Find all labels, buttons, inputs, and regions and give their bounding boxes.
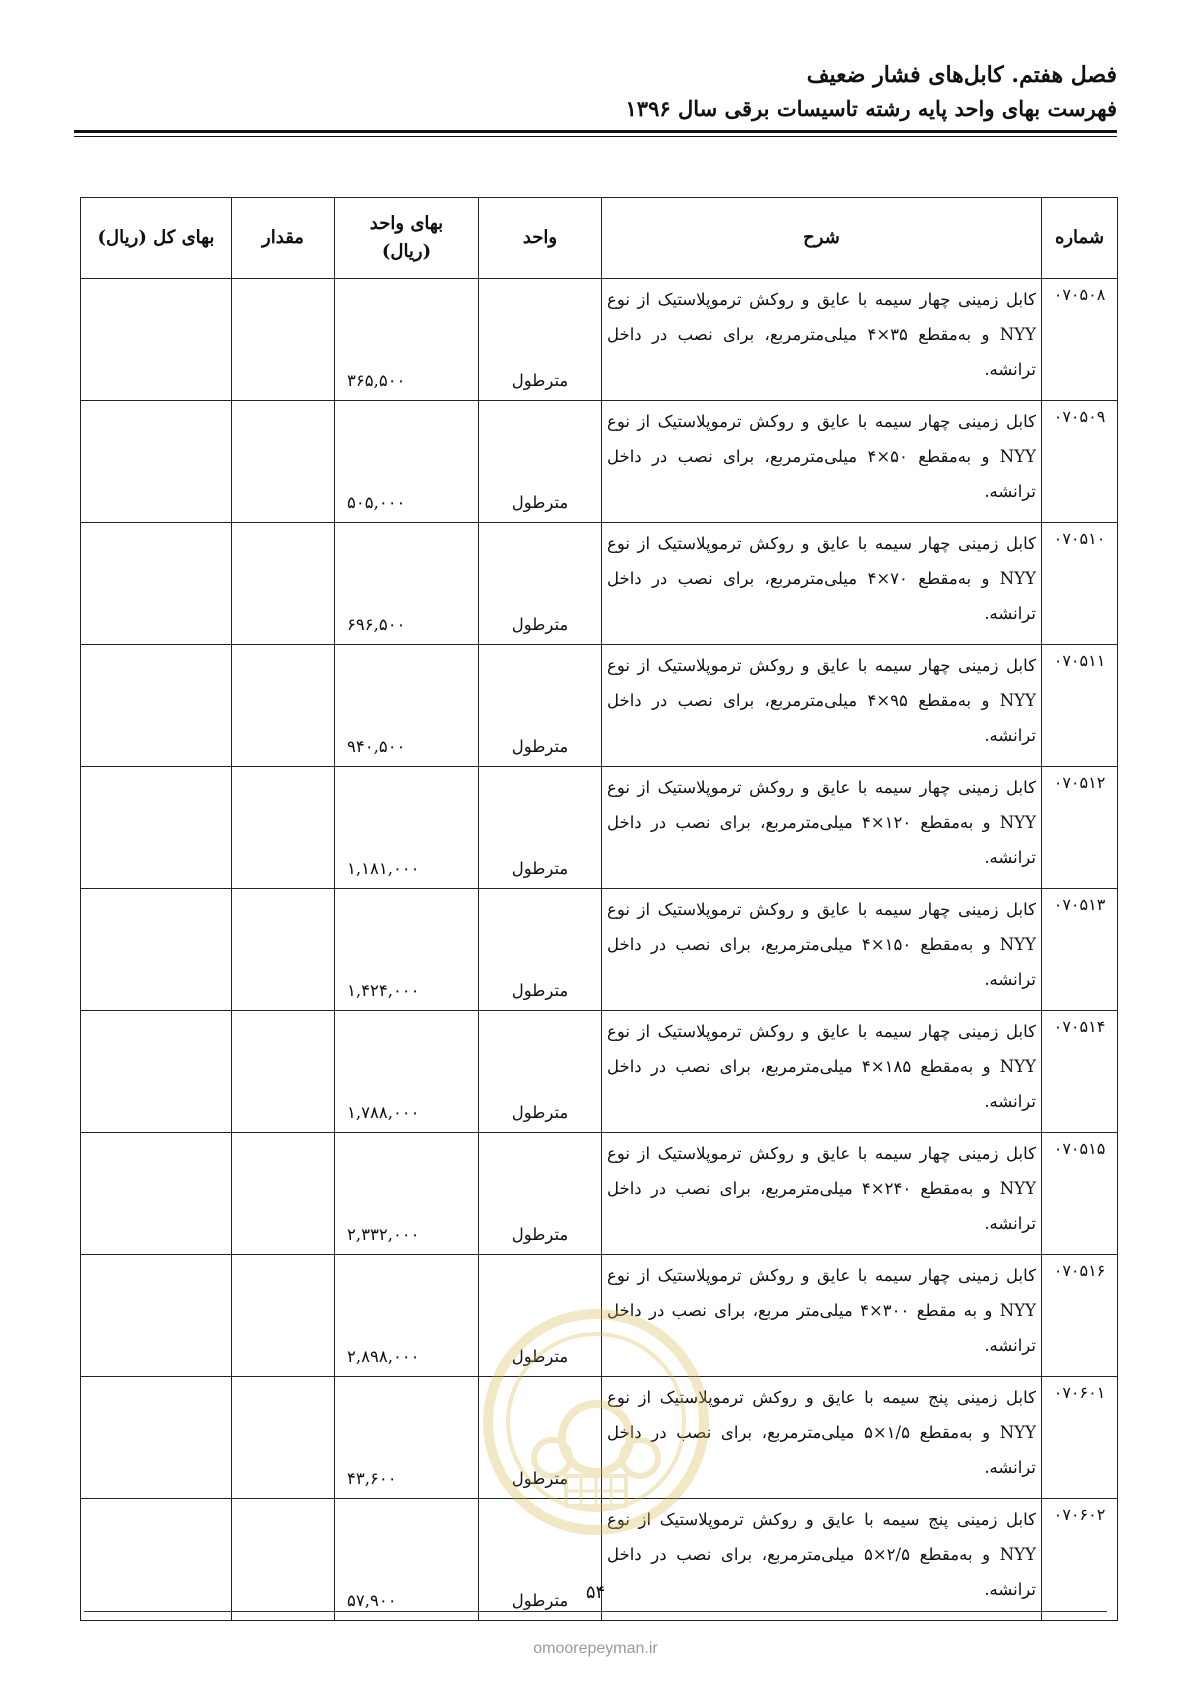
item-description: کابل زمینی چهار سیمه با عایق و روکش ترموپلاستیک از نوع NYY و به‌مقطع ۳۵×۴ میلی‌مترمربع، برای نصب در داخل ترانشه. xyxy=(602,279,1042,401)
item-total-cell xyxy=(81,767,232,889)
item-code: ۰۷۰۵۱۰ xyxy=(1042,523,1118,645)
item-quantity-cell xyxy=(232,1377,335,1499)
column-header-unit: واحد xyxy=(479,198,602,279)
item-quantity-cell xyxy=(232,767,335,889)
item-unit: مترطول xyxy=(479,1499,602,1621)
item-quantity-cell xyxy=(232,1133,335,1255)
item-code: ۰۷۰۶۰۲ xyxy=(1042,1499,1118,1621)
item-unit: مترطول xyxy=(479,1011,602,1133)
item-unit-price: ۵۷,۹۰۰ xyxy=(335,1499,479,1621)
column-header-unit-price: بهای واحد (ریال) xyxy=(335,198,479,279)
item-total-cell xyxy=(81,1133,232,1255)
item-code: ۰۷۰۵۱۶ xyxy=(1042,1255,1118,1377)
item-description: کابل زمینی چهار سیمه با عایق و روکش ترموپلاستیک از نوع NYY و به‌مقطع ۱۸۵×۴ میلی‌مترمربع، برای نصب در داخل ترانشه. xyxy=(602,1011,1042,1133)
column-header-code: شماره xyxy=(1042,198,1118,279)
table-header-row xyxy=(81,198,1118,279)
item-total-cell xyxy=(81,1377,232,1499)
item-code: ۰۷۰۶۰۱ xyxy=(1042,1377,1118,1499)
watermark-site: omoorepeyman.ir xyxy=(533,1640,658,1657)
item-description: کابل زمینی چهار سیمه با عایق و روکش ترموپلاستیک از نوع NYY و به‌مقطع ۹۵×۴ میلی‌مترمربع، برای نصب در داخل ترانشه. xyxy=(602,645,1042,767)
table-row xyxy=(81,767,1118,889)
table-row xyxy=(81,1255,1118,1377)
item-quantity-cell xyxy=(232,523,335,645)
item-unit-price: ۹۴۰,۵۰۰ xyxy=(335,645,479,767)
item-code: ۰۷۰۵۰۸ xyxy=(1042,279,1118,401)
item-total-cell xyxy=(81,1011,232,1133)
item-total-cell xyxy=(81,279,232,401)
item-total-cell xyxy=(81,889,232,1011)
table-row xyxy=(81,523,1118,645)
item-code: ۰۷۰۵۱۱ xyxy=(1042,645,1118,767)
table-row xyxy=(81,1011,1118,1133)
table-row xyxy=(81,889,1118,1011)
header-rule-thin xyxy=(74,136,1117,137)
item-total-cell xyxy=(81,1255,232,1377)
item-unit: مترطول xyxy=(479,1133,602,1255)
item-unit: مترطول xyxy=(479,1377,602,1499)
item-description: کابل زمینی چهار سیمه با عایق و روکش ترموپلاستیک از نوع NYY و به‌مقطع ۱۲۰×۴ میلی‌مترمربع، برای نصب در داخل ترانشه. xyxy=(602,767,1042,889)
item-quantity-cell xyxy=(232,1255,335,1377)
item-code: ۰۷۰۵۱۴ xyxy=(1042,1011,1118,1133)
item-unit: مترطول xyxy=(479,279,602,401)
item-unit: مترطول xyxy=(479,767,602,889)
item-unit: مترطول xyxy=(479,889,602,1011)
page-header xyxy=(74,58,1117,126)
item-unit-price: ۲,۳۳۲,۰۰۰ xyxy=(335,1133,479,1255)
item-description: کابل زمینی چهار سیمه با عایق و روکش ترموپلاستیک از نوع NYY و به‌مقطع ۲۴۰×۴ میلی‌مترمربع، برای نصب در داخل ترانشه. xyxy=(602,1133,1042,1255)
table-row xyxy=(81,1133,1118,1255)
column-header-quantity: مقدار xyxy=(232,198,335,279)
item-code: ۰۷۰۵۱۵ xyxy=(1042,1133,1118,1255)
table-row xyxy=(81,1377,1118,1499)
item-quantity-cell xyxy=(232,1011,335,1133)
table-row xyxy=(81,279,1118,401)
column-header-total-price: بهای کل (ریال) xyxy=(81,198,232,279)
item-code: ۰۷۰۵۱۳ xyxy=(1042,889,1118,1011)
chapter-title: فصل هفتم. کابل‌های فشار ضعیف xyxy=(806,62,1117,88)
table-row xyxy=(81,401,1118,523)
item-quantity-cell xyxy=(232,279,335,401)
item-code: ۰۷۰۵۱۲ xyxy=(1042,767,1118,889)
item-unit-price: ۱,۱۸۱,۰۰۰ xyxy=(335,767,479,889)
item-quantity-cell xyxy=(232,401,335,523)
item-quantity-cell xyxy=(232,889,335,1011)
item-description: کابل زمینی چهار سیمه با عایق و روکش ترموپلاستیک از نوع NYY و به‌مقطع ۷۰×۴ میلی‌مترمربع، برای نصب در داخل ترانشه. xyxy=(602,523,1042,645)
item-unit-price: ۵۰۵,۰۰۰ xyxy=(335,401,479,523)
item-unit: مترطول xyxy=(479,645,602,767)
item-code: ۰۷۰۵۰۹ xyxy=(1042,401,1118,523)
item-quantity-cell xyxy=(232,645,335,767)
item-unit-price: ۱,۷۸۸,۰۰۰ xyxy=(335,1011,479,1133)
page-number: ۵۴ xyxy=(585,1582,606,1603)
table-row xyxy=(81,645,1118,767)
column-header-description: شرح xyxy=(602,198,1042,279)
item-description: کابل زمینی چهار سیمه با عایق و روکش ترموپلاستیک از نوع NYY و به‌مقطع ۵۰×۴ میلی‌مترمربع، برای نصب در داخل ترانشه. xyxy=(602,401,1042,523)
item-unit-price: ۱,۴۲۴,۰۰۰ xyxy=(335,889,479,1011)
item-total-cell xyxy=(81,401,232,523)
item-unit: مترطول xyxy=(479,523,602,645)
item-unit: مترطول xyxy=(479,401,602,523)
item-total-cell xyxy=(81,523,232,645)
item-description: کابل زمینی چهار سیمه با عایق و روکش ترموپلاستیک از نوع NYY و به مقطع ۳۰۰×۴ میلی‌متر مربع، برای نصب در داخل ترانشه. xyxy=(602,1255,1042,1377)
item-unit-price: ۶۹۶,۵۰۰ xyxy=(335,523,479,645)
item-unit-price: ۳۶۵,۵۰۰ xyxy=(335,279,479,401)
item-description: کابل زمینی پنج سیمه با عایق و روکش ترموپلاستیک از نوع NYY و به‌مقطع ۱/۵×۵ میلی‌مترمربع، برای نصب در داخل ترانشه. xyxy=(602,1377,1042,1499)
item-unit: مترطول xyxy=(479,1255,602,1377)
item-total-cell xyxy=(81,645,232,767)
price-list-table xyxy=(80,197,1118,1621)
footer-rule xyxy=(84,1611,1107,1612)
item-description: کابل زمینی پنج سیمه با عایق و روکش ترموپلاستیک از نوع NYY و به‌مقطع ۲/۵×۵ میلی‌مترمربع، برای نصب در داخل ترانشه. xyxy=(602,1499,1042,1621)
document-subtitle: فهرست بهای واحد پایه رشته تاسیسات برقی سال ۱۳۹۶ xyxy=(625,96,1117,121)
item-description: کابل زمینی چهار سیمه با عایق و روکش ترموپلاستیک از نوع NYY و به‌مقطع ۱۵۰×۴ میلی‌مترمربع، برای نصب در داخل ترانشه. xyxy=(602,889,1042,1011)
header-rule-thick xyxy=(74,130,1117,133)
item-unit-price: ۴۳,۶۰۰ xyxy=(335,1377,479,1499)
item-unit-price: ۲,۸۹۸,۰۰۰ xyxy=(335,1255,479,1377)
